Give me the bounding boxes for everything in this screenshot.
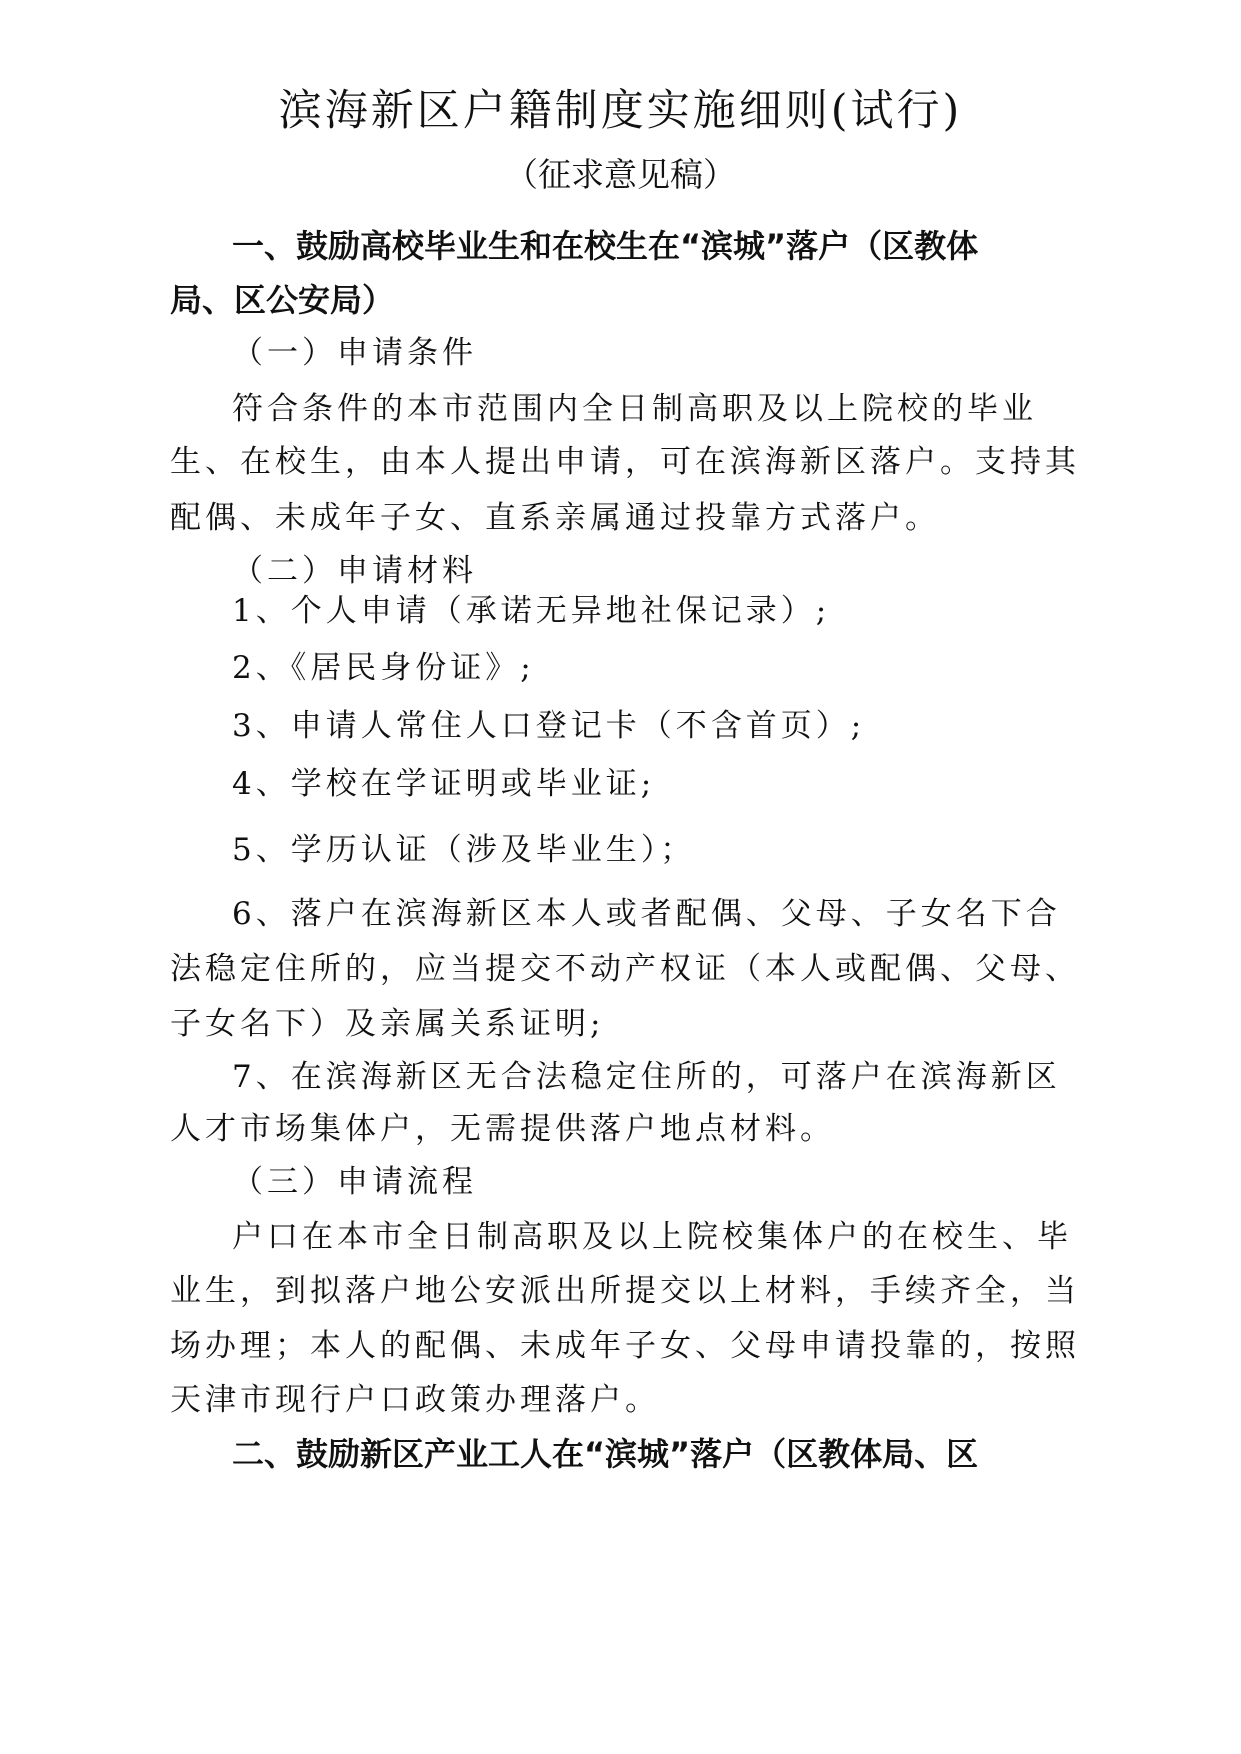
list-item: 7、在滨海新区无合法稳定住所的，可落户在滨海新区	[232, 1059, 1061, 1095]
section-1-heading-cont: 局、区公安局）	[170, 281, 395, 319]
subsection-conditions-title: （一）申请条件	[232, 335, 477, 371]
paragraph-line: 符合条件的本市范围内全日制高职及以上院校的毕业	[232, 391, 1037, 427]
list-item: 1、个人申请（承诺无异地社保记录）;	[232, 593, 831, 629]
paragraph-line: 户口在本市全日制高职及以上院校集体户的在校生、毕	[232, 1219, 1072, 1255]
paragraph-line: 配偶、未成年子女、直系亲属通过投靠方式落户。	[170, 500, 940, 536]
list-item: 5、学历认证（涉及毕业生）；	[232, 832, 696, 868]
list-item-cont: 法稳定住所的，应当提交不动产权证（本人或配偶、父母、	[170, 951, 1080, 987]
list-item: 4、学校在学证明或毕业证;	[232, 766, 656, 802]
list-item: 6、落户在滨海新区本人或者配偶、父母、子女名下合	[232, 896, 1061, 932]
section-2-heading: 二、鼓励新区产业工人在“滨城”落户（区教体局、区	[232, 1435, 979, 1473]
list-item-cont: 人才市场集体户，无需提供落户地点材料。	[170, 1111, 835, 1147]
list-item: 3、申请人常住人口登记卡（不含首页）;	[232, 708, 866, 744]
list-item: 2、《居民身份证》;	[232, 650, 535, 686]
paragraph-line: 生、在校生，由本人提出申请，可在滨海新区落户。支持其	[170, 444, 1080, 480]
subsection-materials-title: （二）申请材料	[232, 553, 477, 589]
paragraph-line: 场办理；本人的配偶、未成年子女、父母申请投靠的，按照	[170, 1328, 1080, 1364]
document-subtitle: （征求意见稿）	[505, 155, 736, 194]
subsection-process-title: （三）申请流程	[232, 1164, 477, 1200]
paragraph-line: 天津市现行户口政策办理落户。	[170, 1382, 660, 1418]
document-title: 滨海新区户籍制度实施细则(试行)	[278, 86, 963, 136]
section-1-heading: 一、鼓励高校毕业生和在校生在“滨城”落户（区教体	[232, 227, 979, 265]
paragraph-line: 业生，到拟落户地公安派出所提交以上材料，手续齐全，当	[170, 1273, 1080, 1309]
list-item-cont: 子女名下）及亲属关系证明;	[170, 1006, 605, 1042]
